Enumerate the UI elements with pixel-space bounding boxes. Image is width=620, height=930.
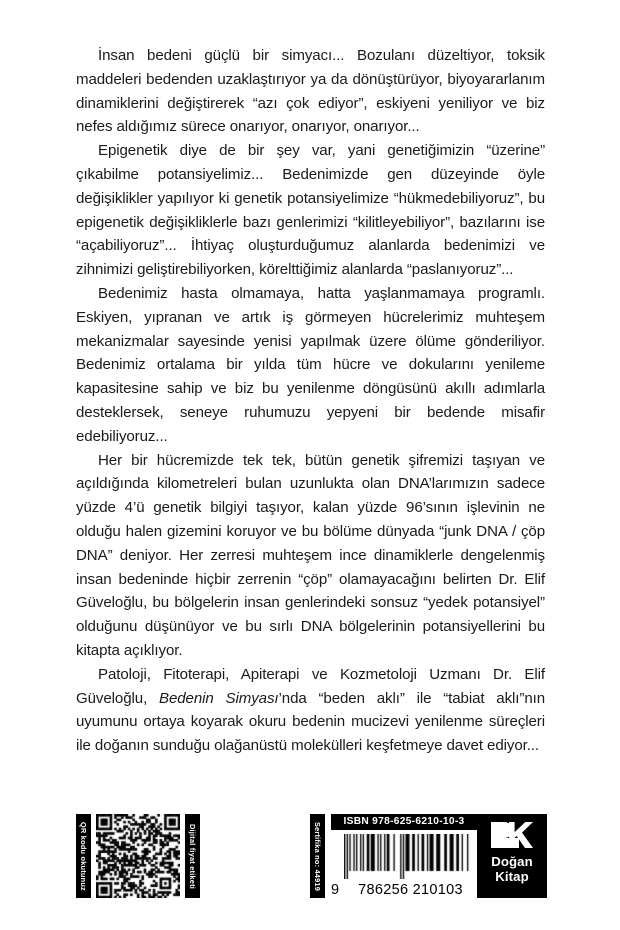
barcode-icon xyxy=(331,830,477,898)
author-credentials-lead: Patoloji, Fitoterapi, Apiterapi ve Kozmetoloji Uzmanı Dr. Elif Güveloğlu, xyxy=(76,665,545,707)
qr-right-label xyxy=(185,814,200,898)
certificate-number-label xyxy=(310,814,325,898)
qr-right-label-text: Dijital fiyat etiketi xyxy=(188,823,197,889)
blurb-paragraph-1: İnsan bedeni güçlü bir simyacı... Bozulanı düzeltiyor, toksik maddeleri bedenden uzaklaştırıyor ya da dönüştürüyor, biyoyararlanım dinamiklerini değiştirerek “azı çok ediyor”, eskiyeni yeniliyor ve biz nefes aldığımız sürece onarıyor, onarıyor, onarıyor... xyxy=(76,47,545,136)
back-cover-blurb xyxy=(76,44,545,758)
publisher-logo xyxy=(477,814,547,898)
blurb-paragraph-3: Bedenimiz hasta olmamaya, hatta yaşlanmamaya programlı. Eskiyen, yıpranan ve artık iş görmeyen hücrelerimiz muhteşem mekanizmalar sayesinde yenisi yapılmak üzere ölüme gönderiliyor. Bedenimiz ortalama bir yılda tüm hücre ve dokularını yenileme kapasitesine sahip ve biz bu yenilenme döngüsünü akıllı adımlarla desteklersek, seneye ruhumuzu yepyeni bir bedende misafir edebiliyoruz... xyxy=(76,284,545,445)
qr-code-icon[interactable] xyxy=(96,814,180,898)
qr-left-label-text: QR kodu okutunuz xyxy=(79,821,89,891)
barcode-digits xyxy=(331,882,477,898)
publisher-name-line-1: Doğan xyxy=(491,854,533,869)
qr-code-group xyxy=(76,814,200,898)
certificate-number-text: Sertifika no: 44919 xyxy=(313,821,322,891)
blurb-paragraph-2: Epigenetik diye de bir şey var, yani genetiğimizin “üzerine” çıkabilme potansiyelimiz... Bedenimizde gen düzeyinde öyle değişiklikler yapılıyor ki genetik potansiyelimize “hükmedebiliyoruz”, bu epigenetik değişikliklerle bazı genlerimizi “kilitleyebiliyor”, bazılarını ise “açabiliyoruz”... İhtiyaç oluşturduğumuz alanlarda bedenimizi ve zihnimizi geliştirebiliyorken, körelttiğimiz alanlarda “paslanıyoruz”... xyxy=(76,142,545,279)
barcode-digit-body: 786256 210103 xyxy=(358,882,463,898)
blurb-paragraph-4: Her bir hücremizde tek tek, bütün genetik şifremizi taşıyan ve açıldığında kilometreleri bulan uzunlukta olan DNA’larımızın sadece yüzde 4’ü genetik bilgiyi taşıyor, kalan yüzde 96’sının işlevinin ne olduğu halen gizemini koruyor ve bu bölüme dünyada “junk DNA / çöp DNA” deniyor. Her zerresi muhteşem ince dinamiklerle dengelenmiş insan bedeninde hiçbir zerrenin “çöp” olamayacağını belirten Dr. Elif Güveloğlu, bu bölgelerin insan genlerindeki sonsuz “yedek potansiyel” olduğunu düşünüyor ve bu sırlı DNA bölgelerinin potansiyellerini bu kitapta açıklıyor. xyxy=(76,451,545,659)
bottom-strip xyxy=(0,810,620,906)
blurb-paragraph-5 xyxy=(76,663,545,758)
barcode-box xyxy=(331,814,477,898)
book-title-italic: Bedenin Simyası xyxy=(159,689,279,707)
qr-left-label xyxy=(76,814,91,898)
publisher-name-line-2: Kitap xyxy=(495,869,529,884)
dk-monogram-icon xyxy=(489,822,535,848)
barcode-group xyxy=(310,814,477,898)
author-credentials-tail: ’nda “beden aklı” ile “tabiat aklı”nın uyumunu ortaya koyarak okuru bedenin mucizevi yenilenme süreçleri ile doğanın sunduğu olağanüstü molekülleri keşfetmeye davet ediyor... xyxy=(76,689,545,755)
isbn-text: ISBN 978-625-6210-10-3 xyxy=(331,814,477,830)
publisher-name xyxy=(491,854,533,884)
barcode-digit-prefix: 9 xyxy=(331,882,340,898)
